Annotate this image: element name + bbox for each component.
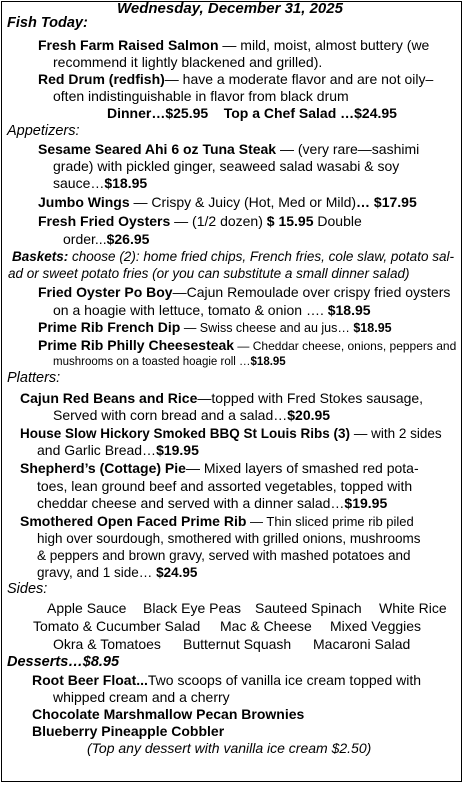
item-desc: often indistinguishable in flavor from black drum: [53, 88, 349, 104]
item-price: $26.95: [106, 231, 150, 247]
item-desc: order...: [63, 231, 107, 247]
menu-item-root-beer-float: [32, 672, 421, 689]
item-name: Cajun Red Beans and Rice: [20, 390, 198, 406]
item-desc: — mild, moist, almost buttery (we: [218, 37, 430, 53]
item-name: Smothered Open Faced Prime Rib: [20, 513, 247, 529]
section-heading-platters: Platters:: [7, 370, 61, 386]
item-desc: Served with corn bread and a salad…: [53, 407, 288, 423]
menu-item-shepherds-pie: [20, 460, 419, 477]
item-desc: toes, lean ground beef and assorted vegetables, topped with: [37, 478, 413, 494]
menu-date: Wednesday, December 31, 2025: [117, 0, 343, 17]
item-desc: [63, 231, 149, 248]
item-desc: and Garlic Bread…: [37, 442, 157, 458]
item-desc: recommend it lightly blackened and grilled).: [53, 54, 323, 70]
menu-item-wings: [38, 194, 417, 211]
menu-item-ahi: [38, 141, 419, 158]
item-desc: gravy, and 1 side…: [37, 565, 157, 580]
item-name: Root Beer Float...: [32, 672, 148, 688]
menu-item-salmon: [38, 37, 429, 54]
side-item: Macaroni Salad: [313, 636, 411, 652]
item-desc: whipped cream and a cherry: [53, 689, 230, 705]
item-name: Red Drum (redfish): [38, 71, 165, 87]
item-price: $19.95: [344, 495, 388, 511]
side-item: Okra & Tomatoes: [53, 636, 161, 652]
section-heading-baskets: Baskets:: [12, 249, 69, 264]
item-desc: [37, 442, 199, 459]
item-name: Prime Rib French Dip: [38, 319, 181, 335]
item-price: $18.95: [353, 321, 392, 335]
side-item: Sauteed Spinach: [255, 600, 362, 616]
item-name: Prime Rib Philly Cheesesteak: [38, 337, 235, 353]
item-desc: mushrooms on a toasted hoagie roll …: [53, 356, 251, 368]
item-name: Fresh Farm Raised Salmon: [38, 37, 219, 53]
side-item: Tomato & Cucumber Salad: [33, 618, 201, 634]
fish-prices: Dinner…$25.95 Top a Chef Salad …$24.95: [107, 105, 397, 121]
menu-item-po-boy: [38, 284, 450, 301]
item-desc: & peppers and brown gravy, served with mashed potatoes and: [37, 548, 411, 563]
item-name: Jumbo Wings: [38, 194, 130, 210]
item-desc: — Crispy & Juicy (Hot, Med or Mild): [129, 194, 357, 210]
item-desc: on a hoagie with lettuce, tomato & onion ….: [53, 302, 328, 318]
item-desc: — (1/2 dozen): [170, 213, 267, 229]
menu-item-oysters: [38, 213, 362, 230]
item-price: $18.95: [104, 175, 148, 191]
item-desc: — Thin sliced prime rib piled: [246, 514, 414, 529]
menu-item-ribs: [20, 425, 442, 442]
menu-item-prime-rib: [20, 513, 414, 530]
item-name: Fried Oyster Po Boy: [38, 284, 173, 300]
item-desc: —topped with Fred Stokes sausage,: [197, 390, 424, 406]
item-name: Sesame Seared Ahi 6 oz Tuna Steak: [38, 141, 277, 157]
menu-item-red-beans: [20, 390, 423, 407]
side-item: Black Eye Peas: [143, 600, 242, 616]
item-desc: [53, 302, 371, 319]
menu-item-french-dip: [38, 319, 392, 337]
item-desc: — have a moderate flavor and are not oily–: [164, 71, 434, 87]
item-desc: [37, 495, 387, 512]
item-desc: [53, 407, 330, 424]
item-desc: — Swiss cheese and au jus…: [180, 321, 354, 335]
item-desc: — Mixed layers of smashed red pota-: [185, 460, 419, 476]
menu-item-red-drum: [38, 71, 433, 88]
item-desc: [53, 175, 147, 192]
menu-item-brownies: Chocolate Marshmallow Pecan Brownies: [32, 706, 305, 722]
baskets-intro: [12, 248, 454, 265]
item-name: Shepherd’s (Cottage) Pie: [20, 460, 186, 476]
item-desc: grade) with pickled ginger, seaweed salad wasabi & soy: [53, 158, 400, 174]
menu-item-cobbler: Blueberry Pineapple Cobbler: [32, 723, 225, 739]
item-price: … $17.95: [356, 194, 417, 210]
side-item: Butternut Squash: [183, 636, 292, 652]
section-heading-desserts: Desserts…$8.95: [7, 654, 120, 670]
section-heading-appetizers: Appetizers:: [7, 123, 80, 139]
item-name: Fresh Fried Oysters: [38, 213, 171, 229]
item-desc: high over sourdough, smothered with grilled onions, mushrooms: [37, 531, 421, 546]
item-desc: — with 2 sides: [350, 426, 442, 441]
item-desc: —Cajun Remoulade over crispy fried oysters: [172, 284, 451, 300]
item-desc: — (very rare—sashimi: [276, 141, 420, 157]
item-price: $20.95: [287, 407, 331, 423]
menu-item-philly: [38, 337, 456, 355]
item-desc: sauce…: [53, 175, 105, 191]
item-desc: Two scoops of vanilla ice cream topped with: [147, 672, 422, 688]
section-heading-sides: Sides:: [7, 581, 48, 597]
item-price: $18.95: [327, 302, 371, 318]
item-desc: [53, 354, 286, 371]
item-price: $ 15.95: [266, 213, 314, 229]
side-item: Mixed Veggies: [330, 618, 422, 634]
item-desc: — Cheddar cheese, onions, peppers and: [234, 339, 457, 353]
side-item: Mac & Cheese: [220, 618, 312, 634]
item-price: $24.95: [156, 565, 198, 580]
section-heading-fish: Fish Today:: [7, 15, 88, 31]
item-desc: Double: [313, 213, 362, 229]
side-item: Apple Sauce: [47, 600, 127, 616]
side-item: White Rice: [379, 600, 447, 616]
item-price: $18.95: [250, 356, 286, 368]
item-name: House Slow Hickory Smoked BBQ St Louis Ribs (3): [20, 426, 351, 441]
baskets-intro-text: ad or sweet potato fries (or you can substitute a small dinner salad): [8, 266, 410, 281]
baskets-intro-text: choose (2): home fried chips, French fries, cole slaw, potato sal-: [68, 249, 454, 264]
item-desc: [37, 564, 197, 581]
item-desc: cheddar cheese and served with a dinner salad…: [37, 495, 345, 511]
item-price: $19.95: [156, 442, 199, 458]
dessert-note: (Top any dessert with vanilla ice cream $2.50): [87, 740, 372, 756]
